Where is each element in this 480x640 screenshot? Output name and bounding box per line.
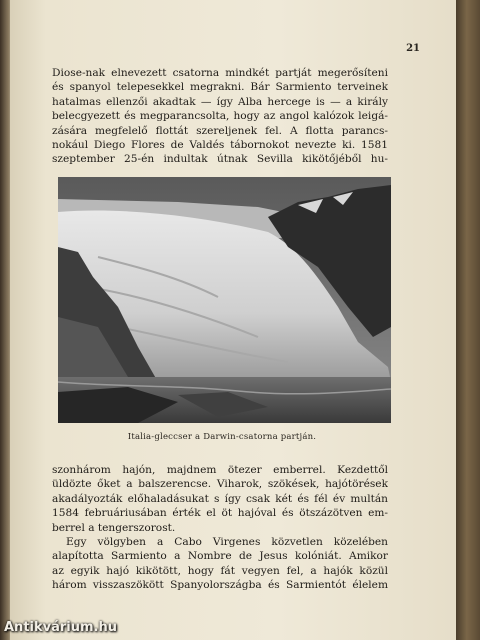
text-line: szonhárom hajón, majdnem ötezer emberrel. Kezdettől	[52, 464, 388, 476]
antikvarium-watermark: Antikvárium.hu	[4, 620, 117, 635]
text-line: Diose-nak elnevezett csatorna mindkét partját megerősíteni	[52, 67, 388, 79]
text-line: és spanyol telepesekkel megrakni. Bár Sarmiento terveinek	[52, 81, 388, 94]
text-line: üldözte őket a balszerencse. Viharok, szökések, hajótörések	[52, 478, 388, 491]
text-line: zására megfelelő flottát szereljenek fel. A flotta parancs-	[52, 124, 388, 137]
text-line: három visszaszökött Spanyolországba és Sarmientót élelem	[52, 579, 388, 592]
text-line: alapította Sarmiento a Nombre de Jesus kolóniát. Amikor	[52, 550, 388, 563]
paragraph-top	[52, 66, 388, 167]
page-edges	[456, 0, 480, 640]
glacier-illustration	[58, 177, 391, 423]
page-number: 21	[406, 43, 420, 54]
paragraph-bottom	[52, 463, 388, 593]
text-line: Egy völgyben a Cabo Virgenes közvetlen közelében	[66, 536, 388, 549]
text-line: 1584 februáriusában érték el öt hajóval és ötszázötven em-	[52, 507, 388, 520]
text-line: szeptember 25-én indultak útnak Sevilla kikötőjéből hu-	[52, 153, 388, 166]
glacier-photo	[58, 177, 391, 423]
figure-caption: Italia-gleccser a Darwin-csatorna partján.	[127, 432, 317, 442]
text-line: akadályozták előhaladásukat s így csak két és fél év multán	[52, 492, 388, 505]
text-line: nokául Diego Flores de Valdés tábornokot nevezte ki. 1581	[52, 139, 388, 152]
text-line: berrel a tengerszorost.	[52, 521, 176, 534]
text-line: az egyik hajó kikötött, hogy fát vegyen fel, a hajók közül	[52, 564, 388, 577]
text-line: belecgyezett és megparancsolta, hogy az angol kalózok leigá-	[52, 110, 388, 123]
text-line: hatalmas ellenzői akadtak — így Alba hercege is — a király	[52, 95, 388, 108]
